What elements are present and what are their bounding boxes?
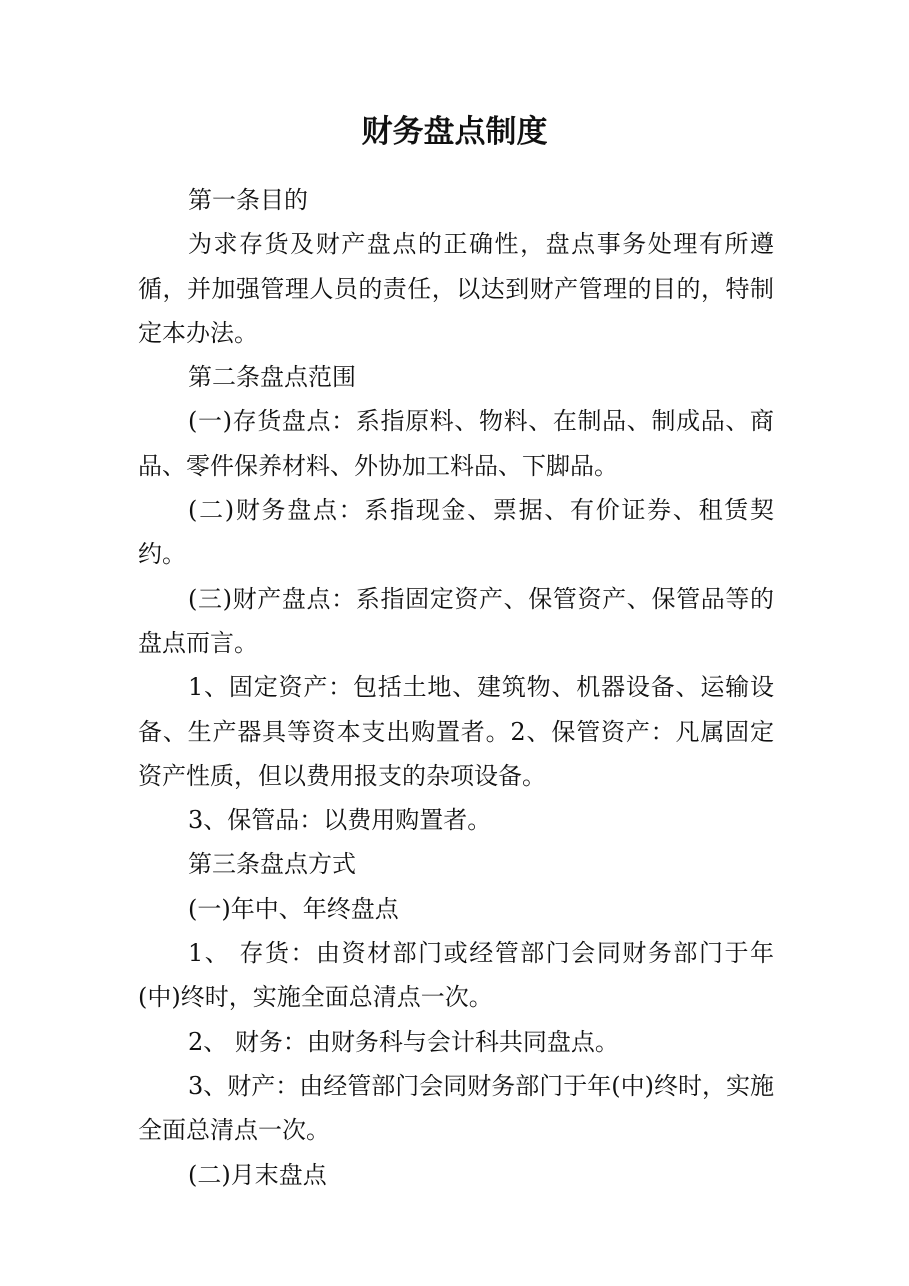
paragraph: 3、保管品：以费用购置者。 [188,806,492,835]
paragraph: 2、 财务：由财务科与会计科共同盘点。 [188,1027,619,1056]
document-title: 财务盘点制度 [361,114,548,150]
paragraph: (二)月末盘点 [188,1160,327,1189]
paragraph: (二)财务盘点：系指现金、票据、有价证券、租赁契约。 [138,496,774,569]
heading-article-3: 第三条盘点方式 [188,850,356,879]
paragraph: 为求存货及财产盘点的正确性，盘点事务处理有所遵循，并加强管理人员的责任，以达到财产管理的目的，特制定本办法。 [138,230,774,347]
heading-article-1: 第一条目的 [188,186,308,214]
paragraph: 3、财产：由经管部门会同财务部门于年(中)终时，实施全面总清点一次。 [138,1071,774,1145]
paragraph: 1、 存货：由资材部门或经管部门会同财务部门于年(中)终时，实施全面总清点一次。 [138,939,774,1012]
paragraph: (一)年中、年终盘点 [188,894,399,923]
paragraph: (一)存货盘点：系指原料、物料、在制品、制成品、商品、零件保养材料、外协加工料品、下脚品。 [138,407,774,480]
paragraph: (三)财产盘点：系指固定资产、保管资产、保管品等的盘点而言。 [138,584,774,657]
heading-article-2: 第二条盘点范围 [188,363,356,392]
document-body [138,178,774,1197]
paragraph: 1、固定资产：包括土地、建筑物、机器设备、运输设备、生产器具等资本支出购置者。2、保管资产：凡属固定资产性质，但以费用报支的杂项设备。 [138,673,774,790]
